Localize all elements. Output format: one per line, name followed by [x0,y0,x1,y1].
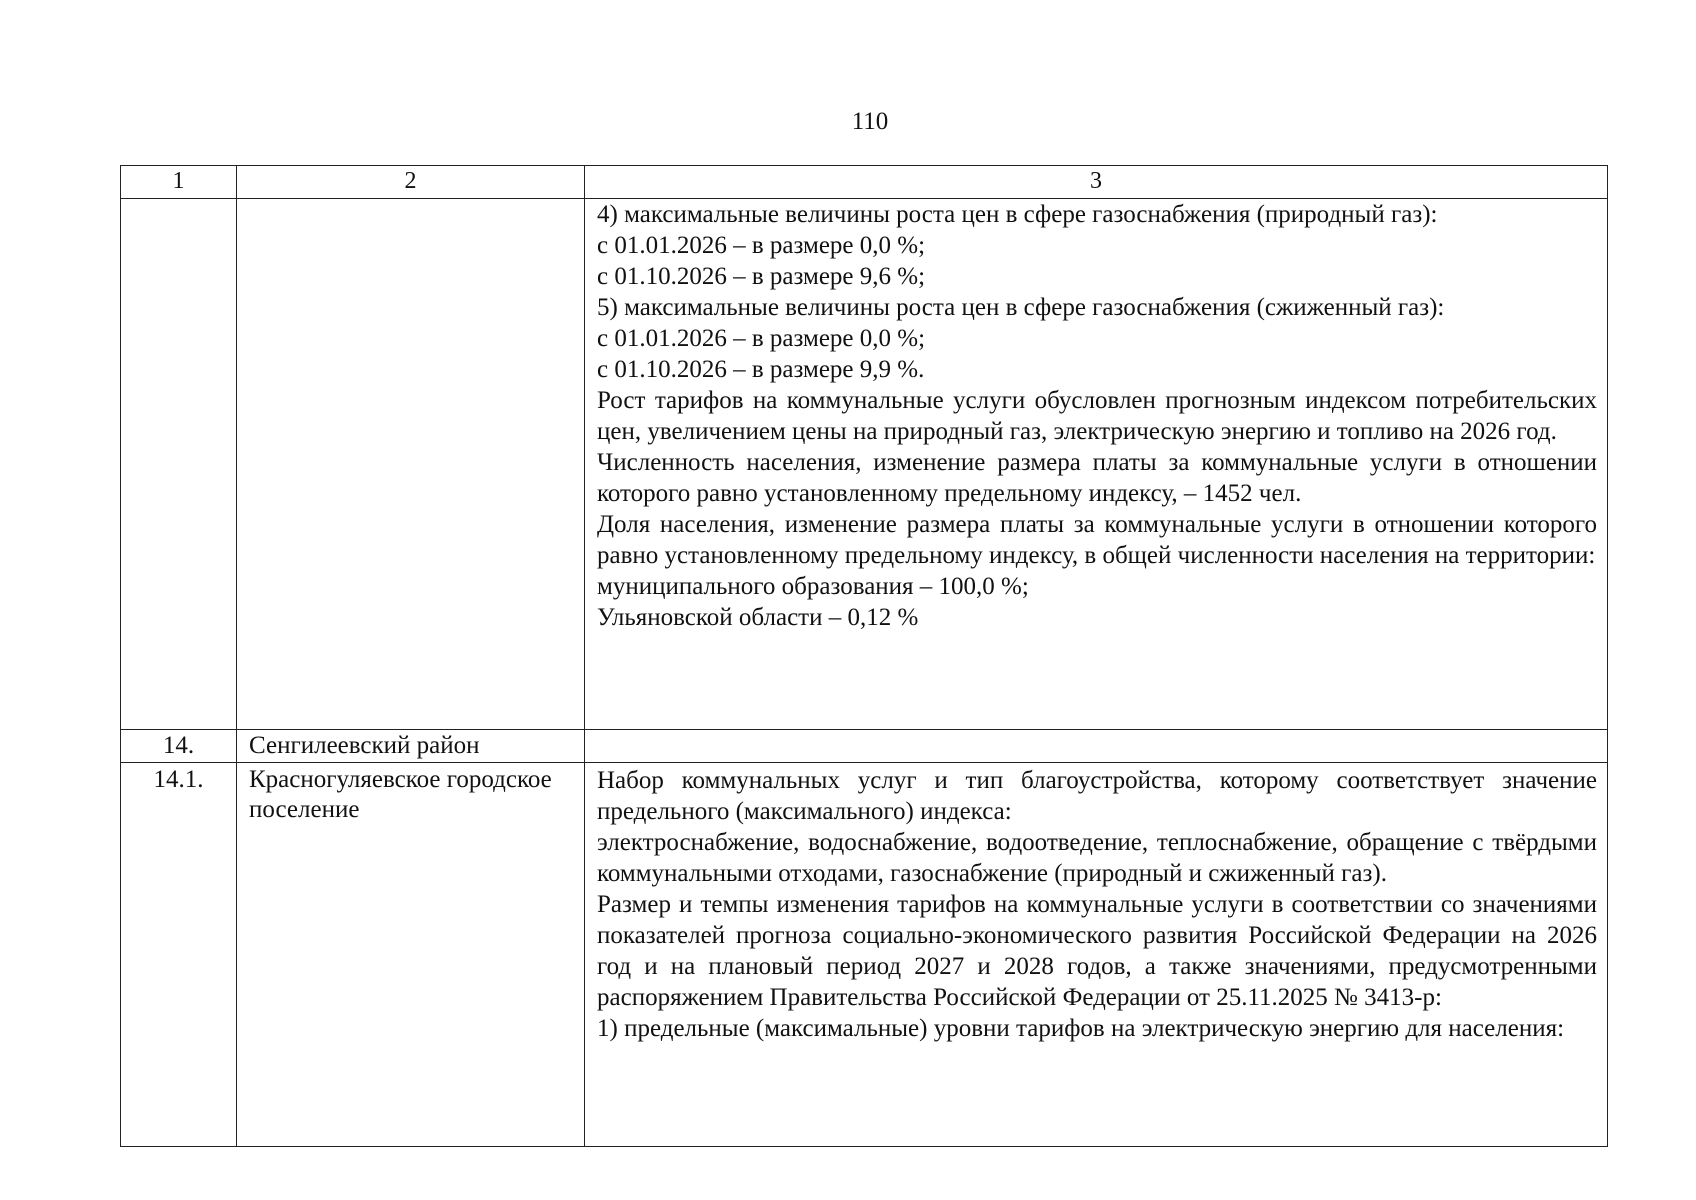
paragraph: с 01.10.2026 – в размере 9,9 %. [597,356,925,383]
table-header-row [121,166,1607,198]
table-row [121,198,1607,729]
paragraph: Размер и темпы изменения тарифов на коммунальные услуги в соответствии со значениями показателей прогноза социально-экономического развития Российской Федерации на 2026 год и на плановый период 2027 и 2028 годов, а также значениями, предусмотренными распоряжением Правительства Российской Федерации от 25.11.2025 № 3413-р: [597,891,1597,1011]
table-row [121,762,1607,1146]
paragraph: Ульяновской области – 0,12 % [597,604,919,631]
row-number: 14.1. [121,763,237,1146]
row-territory-name: Красногуляевское городское поселение [237,763,585,1146]
row-number [121,199,237,729]
paragraph: Рост тарифов на коммунальные услуги обусловлен прогнозным индексом потребительских цен, увеличением цены на природный газ, электрическую энергию и топливо на 2026 год. [597,387,1597,445]
paragraph: Набор коммунальных услуг и тип благоустройства, которому соответствует значение предельного (максимального) индекса: [597,767,1597,825]
row-description [585,199,1607,729]
paragraph: с 01.10.2026 – в размере 9,6 %; [597,263,926,290]
paragraph: 5) максимальные величины роста цен в сфере газоснабжения (сжиженный газ): [597,294,1445,321]
column-header-1: 1 [121,166,237,198]
paragraph: 1) предельные (максимальные) уровни тарифов на электрическую энергию для населения: [597,1015,1565,1042]
tariff-table [120,165,1608,1147]
paragraph: муниципального образования – 100,0 %; [597,573,1029,600]
paragraph: Численность населения, изменение размера платы за коммунальные услуги в отношении которого равно установленному предельному индексу, – 1452 чел. [597,449,1597,507]
paragraph: с 01.01.2026 – в размере 0,0 %; [597,325,926,352]
paragraph: электроснабжение, водоснабжение, водоотведение, теплоснабжение, обращение с твёрдыми коммунальными отходами, газоснабжение (природный и сжиженный газ). [597,829,1597,887]
row-territory-name: Сенгилеевский район [237,730,585,762]
paragraph: Доля населения, изменение размера платы за коммунальные услуги в отношении которого равно установленному предельному индексу, в общей численности населения на территории: [597,511,1597,569]
column-header-2: 2 [237,166,585,198]
column-header-3: 3 [1090,168,1102,194]
row-description [585,730,1607,762]
row-territory-name [237,199,585,729]
page-number: 110 [851,108,889,135]
table-row [121,729,1607,762]
paragraph: 4) максимальные величины роста цен в сфере газоснабжения (природный газ): [597,201,1438,228]
paragraph: с 01.01.2026 – в размере 0,0 %; [597,232,926,259]
row-number: 14. [121,730,237,762]
row-description [585,763,1607,1146]
